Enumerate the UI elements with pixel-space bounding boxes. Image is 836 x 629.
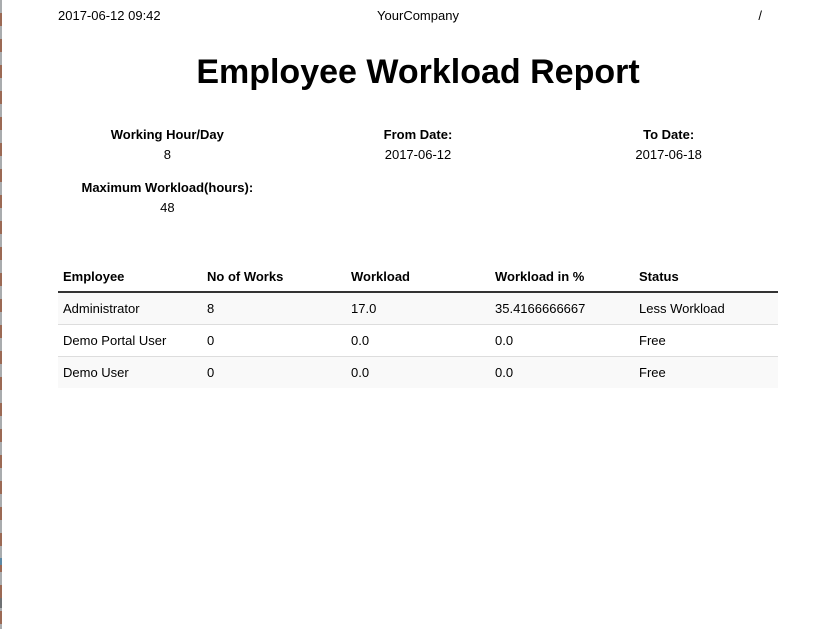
cell-workload-pct: 35.4166666667 [490,292,634,325]
column-header-employee: Employee [58,262,202,292]
table-header-row [58,262,778,292]
left-edge-fleck-blue [0,558,2,565]
info-column-right [543,125,794,218]
table-row [58,292,778,325]
to-date-value: 2017-06-18 [635,147,702,162]
cell-employee: Demo User [58,357,202,389]
left-edge-fleck-dark [0,598,2,608]
cell-employee: Demo Portal User [58,325,202,357]
working-hour-value: 8 [163,147,171,162]
header-datetime: 2017-06-12 09:42 [58,8,161,23]
report-header [0,0,836,23]
table-row [58,325,778,357]
cell-employee: Administrator [58,292,202,325]
column-header-status: Status [634,262,778,292]
cell-status: Free [634,325,778,357]
page-title: Employee Workload Report [196,53,640,91]
cell-workload: 0.0 [346,325,490,357]
info-column-center [293,125,544,218]
cell-no-of-works: 0 [202,357,346,389]
working-hour-label: Working Hour/Day [110,127,224,142]
field-to-date [543,125,794,165]
cell-workload-pct: 0.0 [490,325,634,357]
field-max-workload [42,178,293,218]
from-date-label: From Date: [383,127,453,142]
cell-workload: 17.0 [346,292,490,325]
left-edge-artifact [0,0,2,629]
cell-no-of-works: 0 [202,325,346,357]
column-header-workload: Workload [346,262,490,292]
cell-status: Free [634,357,778,389]
from-date-value: 2017-06-12 [384,147,452,162]
to-date-label: To Date: [643,127,695,142]
cell-workload: 0.0 [346,357,490,389]
header-company-name: YourCompany [377,8,459,23]
cell-status: Less Workload [634,292,778,325]
max-workload-value: 48 [160,200,175,215]
report-info-section [42,125,794,218]
column-header-no-of-works: No of Works [202,262,346,292]
field-working-hour [42,125,293,165]
cell-no-of-works: 8 [202,292,346,325]
max-workload-label: Maximum Workload(hours): [81,180,254,195]
header-page-indicator: / [758,8,762,23]
column-header-workload-pct: Workload in % [490,262,634,292]
info-column-left [42,125,293,218]
field-from-date [293,125,544,165]
workload-table [58,262,778,388]
cell-workload-pct: 0.0 [490,357,634,389]
table-row [58,357,778,389]
